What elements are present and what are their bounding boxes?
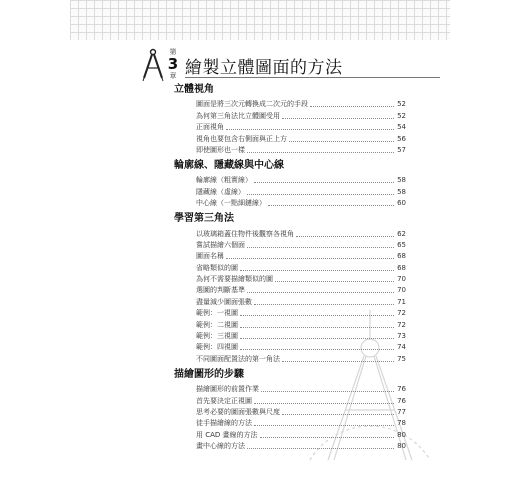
dot-leader <box>240 270 394 271</box>
section-title: 描繪圖形的步驟 <box>174 368 244 380</box>
toc-entry[interactable] <box>196 384 406 395</box>
toc-entry-page: 78 <box>397 419 406 428</box>
toc-entry[interactable] <box>196 251 406 262</box>
dot-leader <box>240 349 394 350</box>
chapter-label-bottom: 章 <box>169 72 177 80</box>
toc-entry[interactable] <box>196 122 406 133</box>
chapter-header <box>141 48 411 84</box>
toc-entry-page: 74 <box>397 343 406 352</box>
toc-entry-title: 盡量減少圖面張數 <box>196 297 252 306</box>
toc-entry[interactable] <box>196 331 406 342</box>
section-title: 學習第三角法 <box>174 213 234 225</box>
toc-entry-title: 隱藏線（虛線） <box>196 187 245 196</box>
dot-leader <box>282 361 394 362</box>
dot-leader <box>260 437 394 438</box>
toc-entry[interactable] <box>196 133 406 144</box>
dot-leader <box>247 152 394 153</box>
toc-entry-title: 省略類似的圖 <box>196 263 238 272</box>
toc-entry-title: 中心線（一點細鏈線） <box>196 199 266 208</box>
toc-entry[interactable] <box>196 418 406 429</box>
toc-entry[interactable] <box>196 429 406 440</box>
dot-leader <box>268 205 394 206</box>
toc-entry-title: 範例：一視圖 <box>196 309 238 318</box>
header-grid-pattern <box>70 0 450 40</box>
dot-leader <box>247 247 394 248</box>
toc-entry-page: 73 <box>397 332 406 341</box>
chapter-number: 3 <box>167 55 179 73</box>
toc-section <box>174 212 406 365</box>
toc-entry[interactable] <box>196 110 406 121</box>
dot-leader <box>254 182 394 183</box>
toc-entry-page: 70 <box>397 275 406 284</box>
dot-leader <box>240 338 394 339</box>
toc-entry[interactable] <box>196 274 406 285</box>
dot-leader <box>240 315 394 316</box>
toc-entry-title: 用 CAD 畫線的方法 <box>196 430 258 439</box>
toc-entry-title: 範例：二視圖 <box>196 320 238 329</box>
chapter-label-top: 第 <box>169 48 177 56</box>
toc-entry[interactable] <box>196 262 406 273</box>
toc-entry-title: 描繪圖形的前置作業 <box>196 385 259 394</box>
dot-leader <box>296 236 394 237</box>
toc-entry-page: 70 <box>397 286 406 295</box>
toc-entry-page: 65 <box>397 240 406 249</box>
dot-leader <box>226 129 394 130</box>
toc-entry[interactable] <box>196 395 406 406</box>
dot-leader <box>240 327 394 328</box>
dot-leader <box>254 425 394 426</box>
dot-leader <box>289 141 394 142</box>
section-title: 輪廓線、隱藏線與中心線 <box>174 159 284 171</box>
toc-entry-title: 範例：四視圖 <box>196 343 238 352</box>
dot-leader <box>247 448 394 449</box>
toc-entry[interactable] <box>196 296 406 307</box>
dot-leader <box>261 391 394 392</box>
chapter-title-rule <box>185 77 440 78</box>
dot-leader <box>275 281 394 282</box>
toc-section <box>174 159 406 209</box>
toc-entry-page: 76 <box>397 396 406 405</box>
compass-icon <box>141 48 167 82</box>
toc-entry-title: 思考必要的圖面張數與尺度 <box>196 407 280 416</box>
toc-entry-title: 視角也要包含右側面與正上方 <box>196 134 287 143</box>
dot-leader <box>310 106 394 107</box>
toc-entry-title: 選圖的判斷基準 <box>196 286 245 295</box>
toc-entry-page: 54 <box>397 123 406 132</box>
chapter-title: 繪製立體圖面的方法 <box>185 58 343 78</box>
chapter-number-badge <box>166 48 180 80</box>
toc-entry-title: 不同圖面配置法的第一角法 <box>196 354 280 363</box>
toc-entry-title: 為何第三角法比立體圖受用 <box>196 111 280 120</box>
toc-entry[interactable] <box>196 228 406 239</box>
toc-entry-title: 圖面是將三次元轉換成二次元的手段 <box>196 100 308 109</box>
toc-entry-title: 即使圖形也一樣 <box>196 145 245 154</box>
dot-leader <box>226 258 394 259</box>
toc-entry[interactable] <box>196 175 406 186</box>
toc-entry-title: 正面視角 <box>196 123 224 132</box>
toc-entry-page: 71 <box>397 297 406 306</box>
toc-entry-title: 徒手描繪線的方法 <box>196 419 252 428</box>
toc-entry[interactable] <box>196 441 406 452</box>
dot-leader <box>247 292 394 293</box>
toc-section <box>174 368 406 452</box>
toc-entry-page: 72 <box>397 309 406 318</box>
toc-entry[interactable] <box>196 319 406 330</box>
toc-entry[interactable] <box>196 145 406 156</box>
toc-entry-page: 77 <box>397 407 406 416</box>
toc-entry-page: 60 <box>397 199 406 208</box>
dot-leader <box>254 403 394 404</box>
toc-entry[interactable] <box>196 308 406 319</box>
toc-entry[interactable] <box>196 198 406 209</box>
dot-leader <box>282 118 394 119</box>
toc-entry-page: 80 <box>397 442 406 451</box>
toc-entry-page: 62 <box>397 229 406 238</box>
dot-leader <box>254 304 394 305</box>
toc-entry[interactable] <box>196 99 406 110</box>
toc-entry-page: 76 <box>397 385 406 394</box>
toc-entry-title: 首先要決定正視圖 <box>196 396 252 405</box>
toc-entry-title: 輪廓線（粗實線） <box>196 176 252 185</box>
toc-entry-page: 52 <box>397 100 406 109</box>
section-title: 立體視角 <box>174 84 214 95</box>
toc-entry-title: 為何不需要描繪類似的圖 <box>196 275 273 284</box>
toc-entry-title: 嘗試描繪六個面 <box>196 240 245 249</box>
table-of-contents <box>174 83 406 455</box>
toc-entry-page: 72 <box>397 320 406 329</box>
toc-entry-page: 56 <box>397 134 406 143</box>
toc-entry[interactable] <box>196 240 406 251</box>
toc-entry[interactable] <box>196 342 406 353</box>
toc-entry-page: 57 <box>397 145 406 154</box>
toc-entry-title: 圖面名稱 <box>196 252 224 261</box>
toc-entry-title: 範例：三視圖 <box>196 332 238 341</box>
toc-entry[interactable] <box>196 285 406 296</box>
toc-section <box>174 83 406 156</box>
toc-entry-title: 以玻璃箱蓋住物件後觀察各視角 <box>196 229 294 238</box>
toc-entry-title: 畫中心線的方法 <box>196 442 245 451</box>
toc-entry-page: 68 <box>397 263 406 272</box>
toc-entry-page: 52 <box>397 111 406 120</box>
dot-leader <box>247 194 394 195</box>
toc-entry-page: 58 <box>397 187 406 196</box>
toc-entry[interactable] <box>196 407 406 418</box>
dot-leader <box>282 414 394 415</box>
toc-entry[interactable] <box>196 353 406 364</box>
toc-entry-page: 58 <box>397 176 406 185</box>
toc-entry-page: 68 <box>397 252 406 261</box>
toc-entry[interactable] <box>196 186 406 197</box>
toc-entry-page: 80 <box>397 430 406 439</box>
toc-entry-page: 75 <box>397 354 406 363</box>
